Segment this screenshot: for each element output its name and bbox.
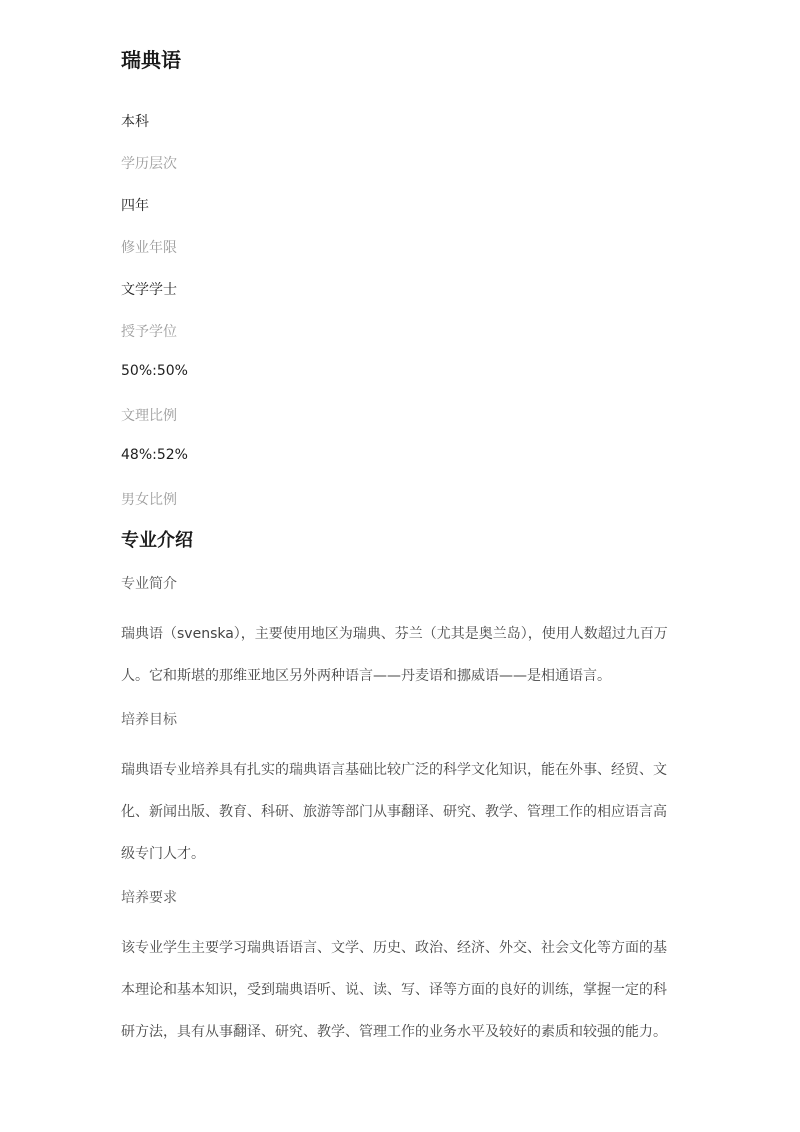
arts-science-ratio-value: 50%:50%	[121, 363, 188, 379]
degree-level-value: 本科	[121, 114, 149, 130]
training-goal-heading: 培养目标	[121, 712, 177, 728]
gender-ratio-label: 男女比例	[121, 492, 177, 508]
study-duration-value: 四年	[121, 198, 149, 214]
training-requirement-text: 该专业学生主要学习瑞典语语言、文学、历史、政治、经济、外交、社会文化等方面的基本理论和基本知识，受到瑞典语听、说、读、写、译等方面的良好的训练，掌握一定的科研方法，具有从事翻译、研究、教学、管理工作的业务水平及较好的素质和较强的能力。	[121, 940, 667, 1040]
overview-text: 瑞典语（svenska），主要使用地区为瑞典、芬兰（尤其是奥兰岛），使用人数超过九百万人。它和斯堪的那维亚地区另外两种语言——丹麦语和挪威语——是相通语言。	[121, 626, 668, 684]
major-title: 瑞典语	[121, 48, 181, 72]
degree-awarded-label: 授予学位	[121, 324, 177, 340]
training-goal-text: 瑞典语专业培养具有扎实的瑞典语言基础比较广泛的科学文化知识，能在外事、经贸、文化、新闻出版、教育、科研、旅游等部门从事翻译、研究、教学、管理工作的相应语言高级专门人才。	[121, 762, 667, 862]
degree-level-label: 学历层次	[121, 156, 177, 172]
arts-science-ratio-label: 文理比例	[121, 408, 177, 424]
intro-heading: 专业介绍	[121, 530, 193, 551]
degree-awarded-value: 文学学士	[121, 282, 177, 298]
overview-heading: 专业简介	[121, 576, 177, 592]
training-requirement-heading: 培养要求	[121, 890, 177, 906]
gender-ratio-value: 48%:52%	[121, 447, 188, 463]
study-duration-label: 修业年限	[121, 240, 177, 256]
